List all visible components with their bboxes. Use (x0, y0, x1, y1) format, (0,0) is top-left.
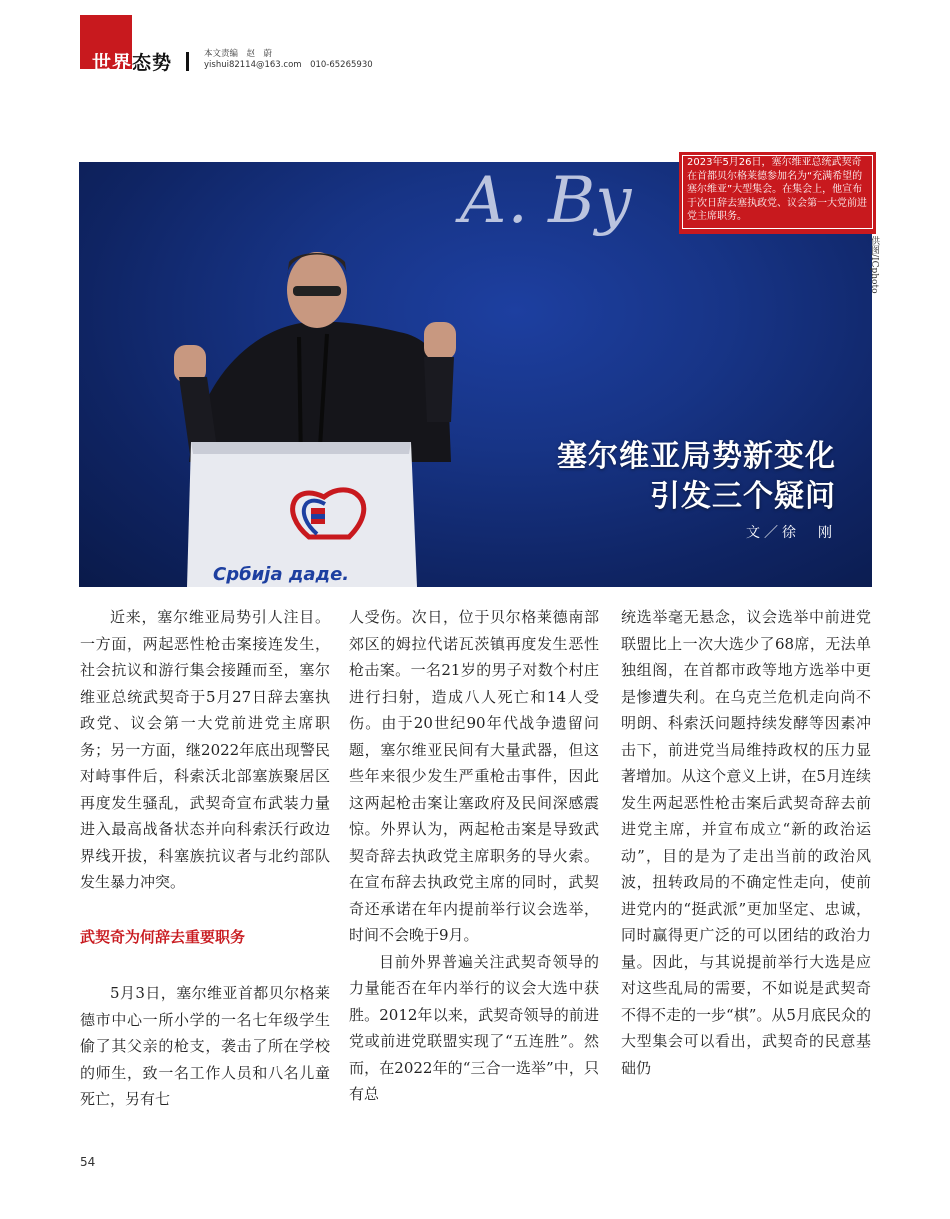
column-3 (621, 604, 871, 1081)
article-headline (557, 437, 836, 517)
paragraph: 近来，塞尔维亚局势引人注目。一方面，两起恶性枪击案接连发生，社会抗议和游行集会接踵而至，塞尔维亚总统武契奇于5月27日辞去塞执政党、议会第一大党前进党主席职务；另一方面，继2022年底出现警民对峙事件后，科索沃北部塞族聚居区再度发生骚乱，武契奇宣布武装力量进入最高战备状态并向科索沃行政边界线开拔，科塞族抗议者与北约部队发生暴力冲突。 (80, 608, 330, 891)
section-title: 世界态势 (92, 52, 173, 74)
editor-line: 本文责编 赵 蔚 (204, 49, 273, 59)
section-subhead: 武契奇为何辞去重要职务 (80, 927, 246, 946)
header-divider (186, 52, 189, 71)
photo-caption (679, 152, 876, 234)
column-2 (349, 604, 599, 1108)
speaker-figure (174, 252, 456, 462)
photo-credit: 供图/ICphoto (869, 236, 879, 294)
article-byline: 文／徐 刚 (746, 525, 836, 541)
headline-line-1: 塞尔维亚局势新变化 (557, 439, 836, 474)
paragraph: 目前外界普遍关注武契奇领导的力量能否在年内举行的议会大选中获胜。2012年以来，武契奇领导的前进党或前进党联盟实现了“五连胜”。然而，在2022年的“三合一选举”中，只有总 (349, 952, 599, 1103)
backdrop-text: А. Ву (459, 164, 633, 238)
contact-line: yishui82114@163.com 010-65265930 (204, 60, 373, 70)
header-meta (204, 49, 373, 71)
column-1 (80, 604, 330, 1113)
podium-text: Србија даде. (213, 564, 350, 585)
headline-line-2: 引发三个疑问 (650, 479, 836, 514)
paragraph: 人受伤。次日，位于贝尔格莱德南部郊区的姆拉代诺瓦茨镇再度发生恶性枪击案。一名21岁的男子对数个村庄进行扫射，造成八人死亡和14人受伤。由于20世纪90年代战争遗留问题，塞尔维亚民间有大量武器，但这些年来很少发生严重枪击事件，因此这两起枪击案让塞政府及民间深感震惊。外界认为，两起枪击案是导致武契奇辞去执政党主席职务的导火索。在宣布辞去执政党主席的同时，武契奇还承诺在年内提前举行议会选举，时间不会晚于9月。 (349, 608, 599, 944)
paragraph: 5月3日，塞尔维亚首都贝尔格莱德市中心一所小学的一名七年级学生偷了其父亲的枪支，袭击了所在学校的师生，致一名工作人员和八名儿童死亡，另有七 (80, 984, 330, 1108)
page-number: 54 (80, 1155, 96, 1169)
photo-caption-text: 2023年5月26日，塞尔维亚总统武契奇在首都贝尔格莱德参加名为“充满希望的塞尔维亚”大型集会。在集会上，他宣布于次日辞去塞执政党、议会第一大党前进党主席职务。 (682, 155, 873, 229)
paragraph: 统选举毫无悬念，议会选举中前进党联盟比上一次大选少了68席，无法单独组阁，在首都市政等地方选举中更是惨遭失利。在乌克兰危机走向尚不明朗、科索沃问题持续发酵等因素冲击下，前进党当局维持政权的压力显著增加。从这个意义上讲，在5月连续发生两起恶性枪击案后武契奇辞去前进党主席，并宣布成立“新的政治运动”，目的是为了走出当前的政治风波，扭转政局的不确定性走向，使前进党内的“挺武派”更加坚定、忠诚，同时赢得更广泛的可以团结的政治力量。因此，与其说提前举行大选是应对这些乱局的需要，不如说是武契奇不得不走的一步“棋”。从5月底民众的大型集会可以看出，武契奇的民意基础仍 (621, 608, 871, 1077)
